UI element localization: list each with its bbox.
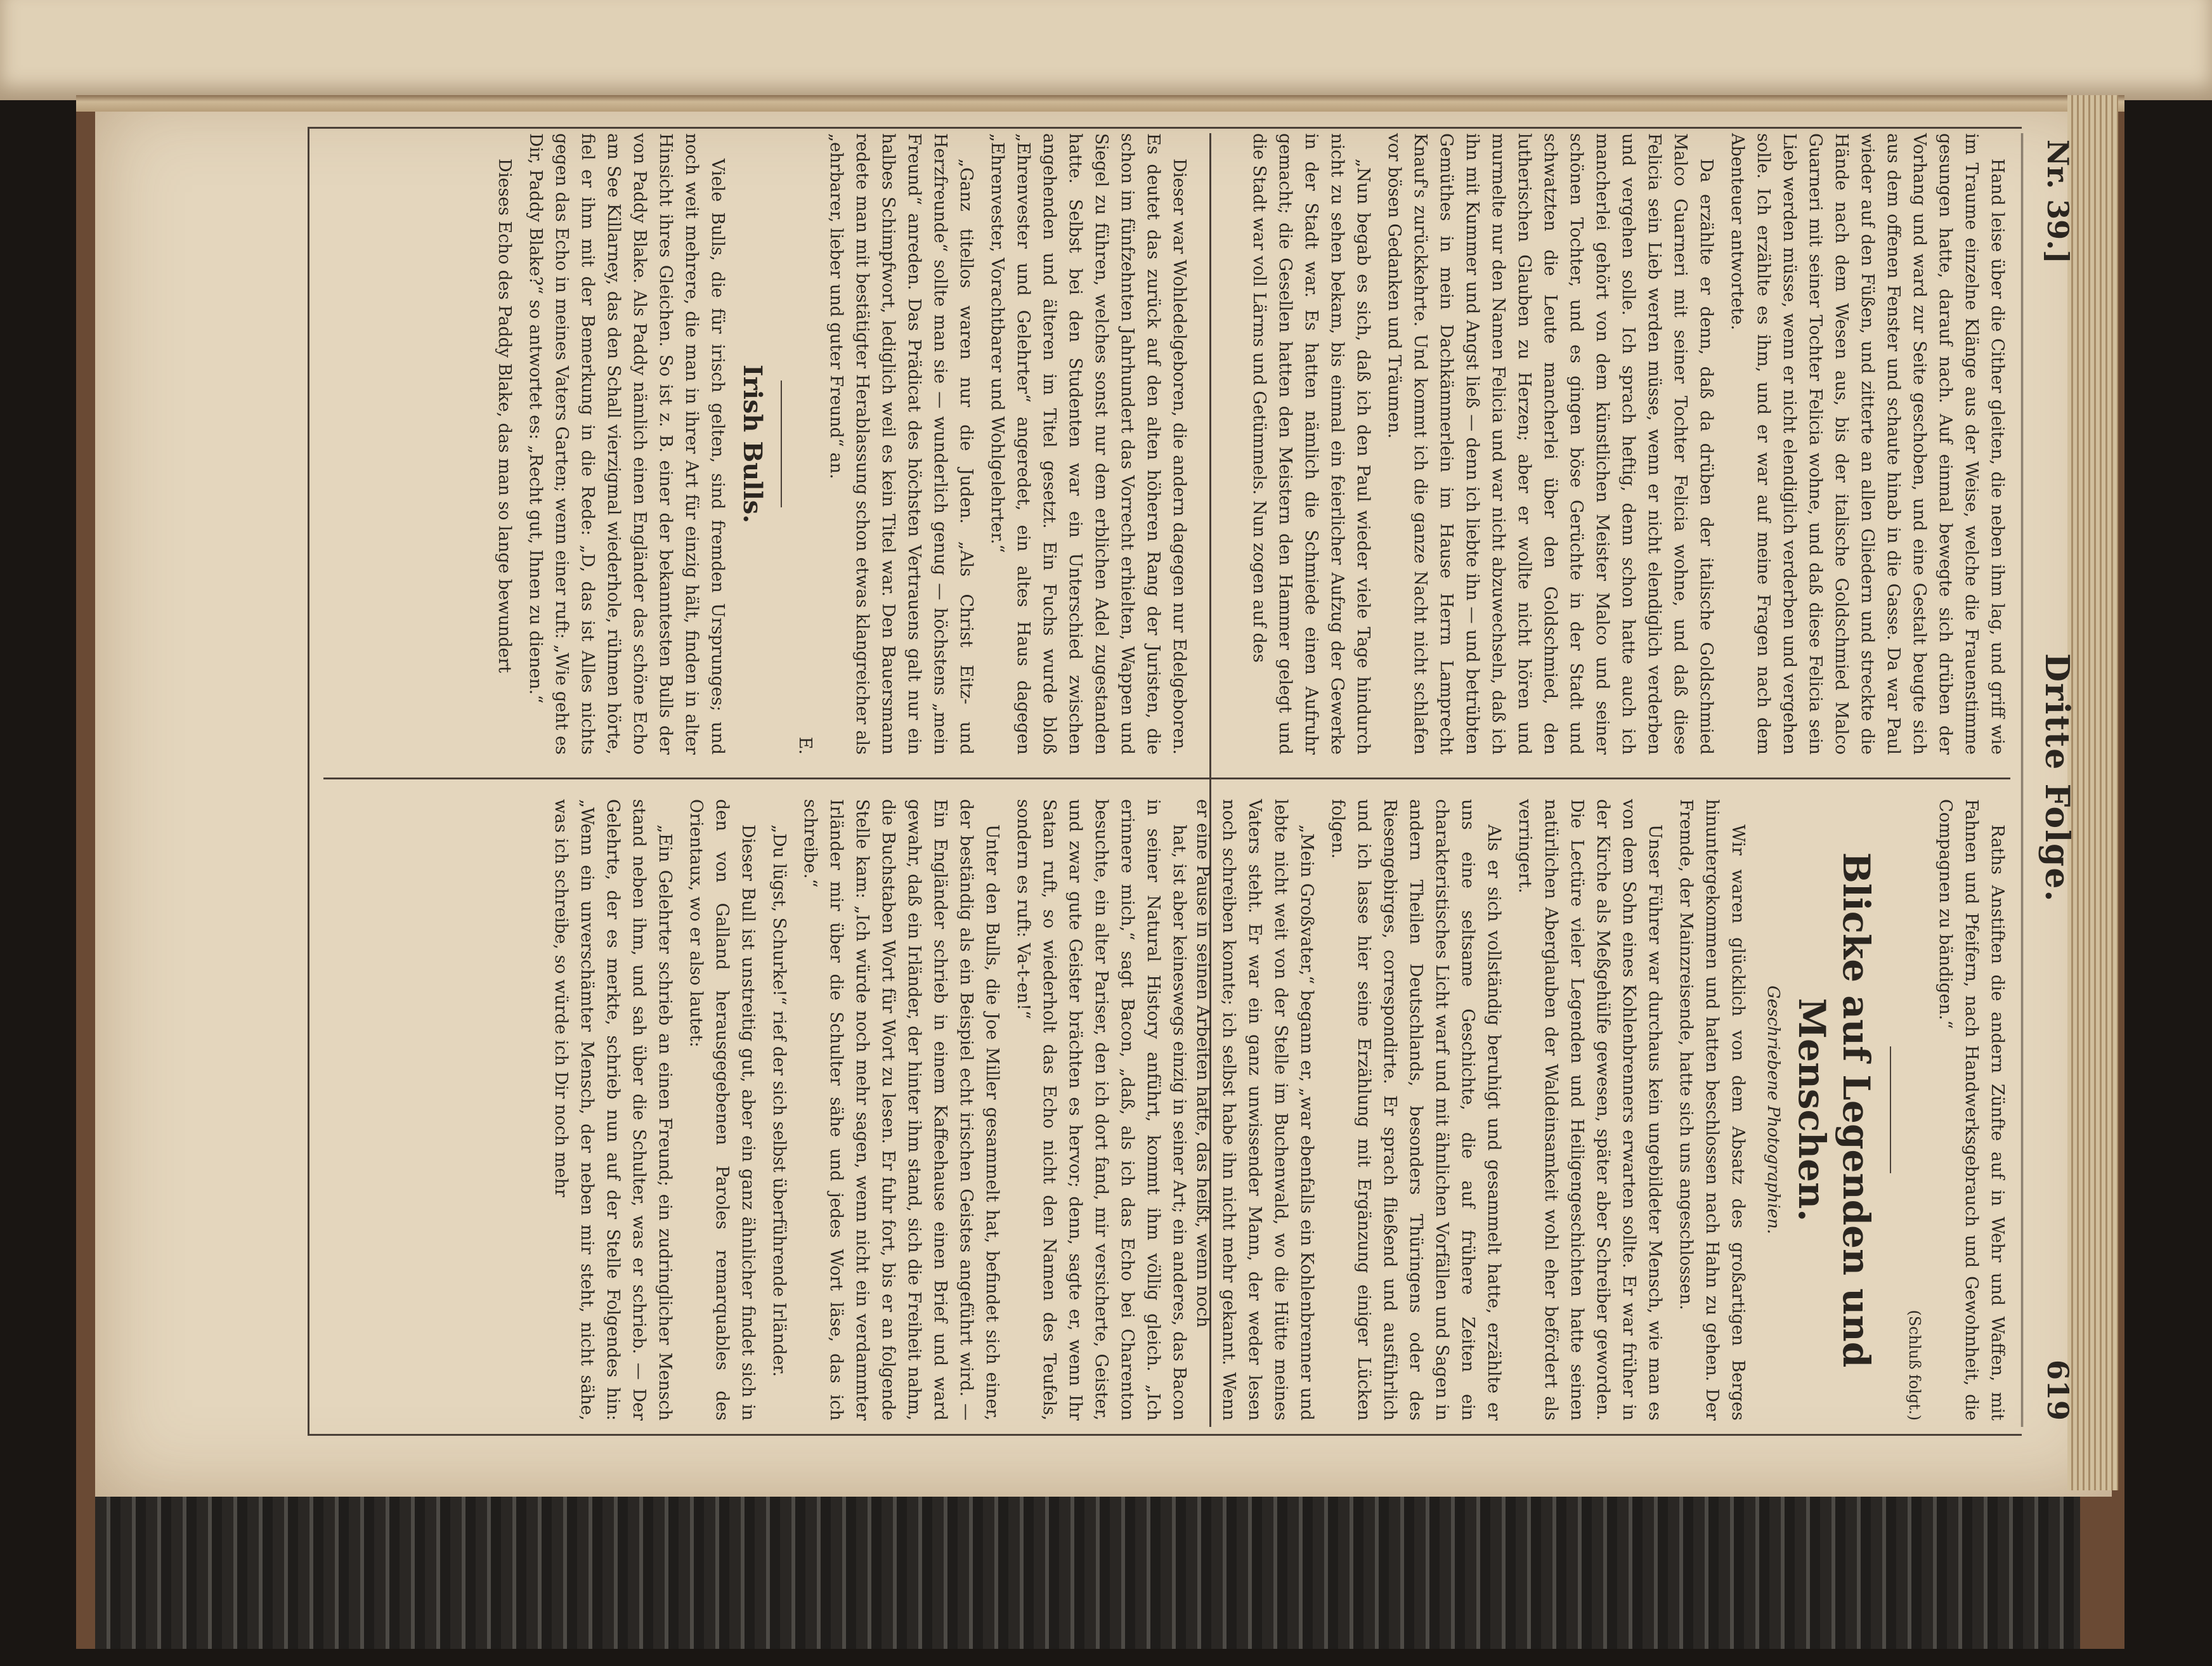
paragraph: Da erzählte er denn, daß da drüben der italische Goldschmied Malco Guarneri mit seiner Tochter Felicia wohne, und daß diese Felicia sein Lieb werden müsse, wenn er nicht elendiglich verderben und vergehen solle. Ich sprach heftig, denn schon hatte auch ich mancherlei gehört von dem künstlichen Meister Malco und seiner schönen Tochter, und es gingen böse Gerüchte in der Stadt und schwatzten die Leute mancherlei über den Goldschmied, den lutherischen Glauben zu Herzen; aber er wollte nicht hören und murmelte nur den Namen Felicia und war nicht abzuwechseln, daß ich ihn mit Kummer und Angst ließ — denn ich liebte ihn — und betrübten Gemüthes in mein Dachkämmerlein im Hause Herrn Lamprecht Knauf's zurückkehrte. Und kommt ich die ganze Nacht nicht schlafen vor bösen Gedanken und Träumen. bbox=[1384, 133, 1716, 755]
paragraph: Wir waren glücklich von dem Absatz des großartigen Berges hinuntergekommen und hatten beschlossen nach Hahn zu gehen. Der Fremde, der Mainzreisende, hatte sich uns angeschlossen. bbox=[1676, 799, 1748, 1421]
rotated-page-content bbox=[241, 133, 2080, 1427]
page-gutter bbox=[76, 95, 2124, 112]
book-board-edge bbox=[95, 1478, 2080, 1649]
paragraph: „Nun begab es sich, daß ich den Paul wieder viele Tage hindurch nicht zu sehen bekam, bis einmal ein feierlicher Aufzug der Gewerke in der Stadt war. Es hatten nämlich die Schmiede einen Aufruhr gemacht; die Gesellen hatten den Meistern den Hammer gelegt und die Stadt war voll Lärms und Getümmels. Nun zogen auf des bbox=[1249, 133, 1373, 755]
page-number: 619 bbox=[2041, 1359, 2075, 1421]
signature: E. bbox=[795, 736, 815, 755]
paragraph: Hand leise über die Cither gleiten, die neben ihm lag, und griff wie im Traume einzelne Klänge aus der Weise, welche die Frauenstimme gesungen hatte, darauf nach. Auf einmal bewegte sich drüben der Vorhang und ward zur Seite geschoben, und eine Gestalt beugte sich aus dem offenen Fenster und schaute hinab in die Gasse. Da war Paul wieder auf den Füßen, und zitterte an allen Gliedern und streckte die Hände nach dem Wesen aus, bis der italische Goldschmied Malco Guarneri mit seiner Tochter Felicia wohne, und daß diese Felicia sein Lieb werden müsse, wenn er nicht elendiglich verderben und vergehen solle. Ich erzählte es ihm, und er war auf meine Fragen nach dem Abenteuer antwortete. bbox=[1727, 133, 2007, 755]
article-title: Blicke auf Legenden und Menschen. bbox=[1790, 852, 1878, 1368]
issue-number: Nr. 39.] bbox=[2041, 140, 2075, 264]
column-lower-right bbox=[342, 799, 1192, 1421]
paragraph: „Mein Großvater,“ begann er, „war ebenfalls ein Kohlenbrenner und lebte nicht weit von der Stelle im Buchenwald, wo die Hütte meines Vaters steht. Er war ein ganz unwissender Mann, der weder lesen noch schreiben konnte; ich selbst habe ihn nicht mehr gekannt. Wenn er eine Pause in seinen Arbeiten hatte, das heißt, wenn noch bbox=[1193, 799, 1317, 1421]
continued-note: (Schluß folgt.) bbox=[1906, 1310, 1923, 1421]
series-title: Dritte Folge. bbox=[2038, 653, 2076, 903]
paragraph: Dieser war Wohledelgeboren, die andern dagegen nur Edelgeboren. Es deutet das zurück auf den alten höheren Rang der Juristen, die schon im fünfzehnten Jahrhundert das Vorrecht erhielten, Wappen und Siegel zu führen, welches sonst nur dem erblichen Adel zugestanden hatte. Selbst bei den Studenten war ein Unterschied zwischen angehenden und älteren im Titel gesetzt. Ein Fuchs wurde bloß „Ehrenvester und Gelehrter“ angeredet, ein altes Haus dagegen „Ehrenvester, Vorachtbarer und Wohlgelehrter.“ bbox=[987, 133, 1189, 755]
paragraph: Als er sich vollständig beruhigt und gesammelt hatte, erzählte er uns eine seltsame Geschichte, die auf frühere Zeiten ein charakteristisches Licht warf und mit ähnlichen Vorfällen und Sagen in andern Theilen Deutschlands, besonders Thüringens oder des Riesengebirges, correspondirte. Er sprach fließend und ausführlich und ich lasse hier seine Erzählung mit Ergänzung einiger Lücken folgen. bbox=[1328, 799, 1504, 1421]
paragraph: Raths Anstiften die andern Zünfte auf in Wehr und Waffen, mit Fahnen und Pfeifern, nach Handwerksgebrauch und Gewohnheit, die Compagnen zu bändigen.“ bbox=[1935, 799, 2007, 1421]
column-upper-right bbox=[1193, 799, 2010, 1421]
paragraph: Dieses Echo des Paddy Blake, das man so lange bewundert bbox=[495, 159, 514, 674]
paragraph: „Ganz titellos waren nur die Juden. „Als Christ Eitz- und Herzfreunde“ sollte man sie — wunderlich genug — höchstens „mein Freund“ anreden. Das Prädicat des höchsten Vertrauens galt nur ein halbes Schimpfwort, lediglich weil es kein Titel war. Den Bauersmann redete man mit bestätigter Herablassung schon etwas klangreicher als „ehrbarer, lieber und guter Freund“ an. bbox=[826, 133, 976, 755]
separator bbox=[781, 381, 782, 507]
paragraph: Unter den Bulls, die Joe Miller gesammelt hat, befindet sich einer, der beständig als ein Beispiel echt irischen Geistes angeführt wird. — Ein Engländer schrieb in einem Kaffeehause einen Brief und ward gewahr, daß ein Irländer, der hinter ihm stand, sich die Freiheit nahm, die Buchstaben Wort für Wort zu lesen. Er fuhr fort, bis er an folgende Stelle kam: „Ich würde noch mehr sagen, wenn nicht ein verdammter Irländer mir über die Schulter sähe und jedes Wort läse, das ich schreibe.“ bbox=[800, 799, 1002, 1421]
paragraph: „Du lügst, Schurke!“ rief der sich selbst überführende Irländer. bbox=[769, 824, 789, 1377]
paragraph: Unser Führer war durchaus kein ungebildeter Mensch, wie man es von dem Sohn eines Kohlenbrenners erwarten sollte. Er war früher in der Kirche als Meßgehülfe gewesen, später aber Schreiber geworden. Die Lectüre vieler Legenden und Heiligengeschichten hatte seinen natürlichen Aberglauben der Waldeinsamkeit wohl eher befördert als verringert. bbox=[1515, 799, 1665, 1421]
paragraph: Dieser Bull ist unstreitig gut, aber ein ganz ähnlicher findet sich in den von Galland herausgegebenen Paroles remarquables des Orientaux, wo er also lautet: bbox=[686, 799, 758, 1421]
column-rule bbox=[323, 778, 2010, 779]
facing-page-edge bbox=[0, 0, 2212, 100]
paragraph: „Ein Gelehrter schrieb an einen Freund; ein zudringlicher Mensch stand neben ihm, und sah über die Schulter, was er schrieb. — Der Gelehrte, der es merkte, schrieb nun auf der Stelle Folgendes hin: „Wenn ein unverschämter Mensch, der neben mir steht, nicht sähe, was ich schreibe, so würde ich Dir noch mehr bbox=[551, 799, 675, 1421]
separator bbox=[1890, 1046, 1891, 1173]
paragraph: Viele Bulls, die für irisch gelten, sind fremden Ursprunges; und noch weit mehrere, die man in ihrer Art für einzig hält, finden in alter Hinsicht ihres Gleichen. So ist z. B. einer der bekanntesten Bulls der von Paddy Blake. Als Paddy nämlich einen Engländer das schöne Echo am See Killarney, das den Schall vierzigmal wiederhole, rühmen hörte, fiel er ihm mit der Bemerkung in die Rede: „D, das ist Alles nichts gegen das Echo in meines Vaters Garten; wenn einer ruft: „Wie geht es Dir, Paddy Blake?“ so antwortet es: „Recht gut, Ihnen zu dienen.“ bbox=[526, 133, 727, 755]
article-subtitle: Geschriebene Photographien. bbox=[1764, 985, 1783, 1235]
page-header bbox=[2021, 133, 2080, 1427]
column-upper-left bbox=[1224, 133, 2010, 755]
page-content bbox=[241, 133, 2080, 1427]
section-title: Irish Bulls. bbox=[738, 364, 767, 524]
column-lower-left bbox=[342, 133, 1192, 755]
paragraph: hat, ist aber keineswegs einzig in seiner Art; ein anderes, das Bacon in seiner Natural History anführt, kommt ihm völlig gleich. „Ich erinnere mich,“ sagt Bacon, „daß, als ich das Echo bei Charenton besuchte, ein alter Pariser, den ich dort fand, mir versicherte, Geister, und zwar gute Geister brächten es hervor; denn, sagte er, wenn Ihr Satan ruft, so wiederholt das Echo nicht den Namen des Teufels, sondern es ruft: Va-t-en!“ bbox=[1013, 799, 1189, 1421]
